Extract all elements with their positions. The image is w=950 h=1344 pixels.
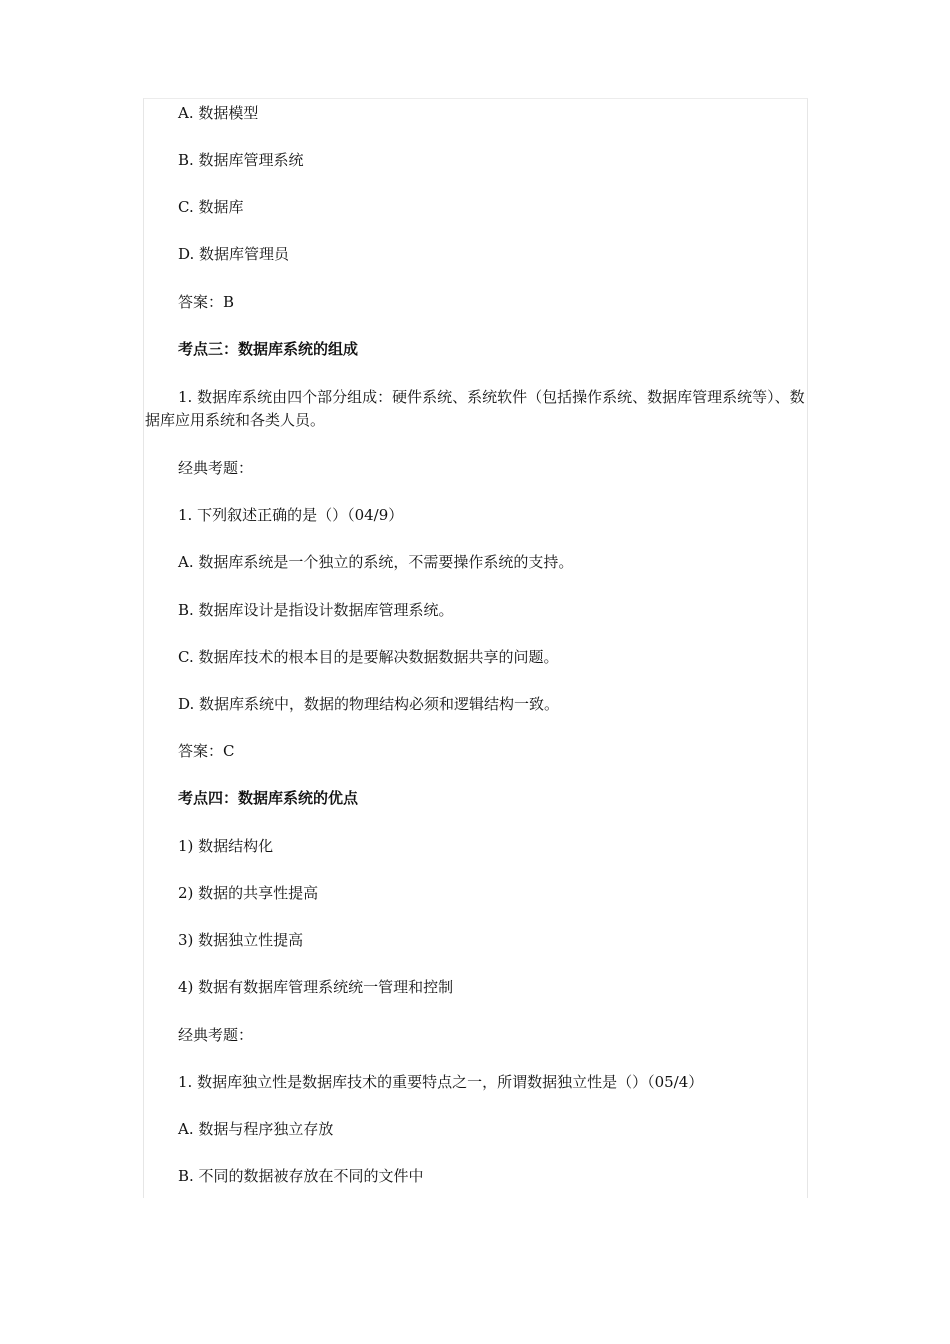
question-1-stem: 1. 下列叙述正确的是（）（04/9） xyxy=(178,506,404,524)
question-2-stem: 1. 数据库独立性是数据库技术的重要特点之一，所谓数据独立性是（）（05/4） xyxy=(178,1073,704,1091)
answer-c: 答案：C xyxy=(178,742,235,760)
question-1-option-c: C. 数据库技术的根本目的是要解决数据数据共享的问题。 xyxy=(178,648,559,666)
classic-questions-label-2: 经典考题： xyxy=(178,1026,254,1044)
option-c-database: C. 数据库 xyxy=(178,198,244,216)
option-b-dbms: B. 数据库管理系统 xyxy=(178,151,304,169)
classic-questions-label-1: 经典考题： xyxy=(178,459,254,477)
advantage-4: 4) 数据有数据库管理系统统一管理和控制 xyxy=(178,978,454,996)
db-system-composition-paragraph: 1. 数据库系统由四个部分组成：硬件系统、系统软件（包括操作系统、数据库管理系统等）、数据库应用系统和各类人员。 xyxy=(145,388,805,429)
section-heading-3: 考点三：数据库系统的组成 xyxy=(178,340,359,358)
advantage-1: 1) 数据结构化 xyxy=(178,837,274,855)
advantage-2: 2) 数据的共享性提高 xyxy=(178,884,319,902)
question-2-option-a: A. 数据与程序独立存放 xyxy=(178,1120,334,1138)
option-a-data-model: A. 数据模型 xyxy=(178,104,259,122)
section-heading-4: 考点四：数据库系统的优点 xyxy=(178,789,359,807)
question-1-option-b: B. 数据库设计是指设计数据库管理系统。 xyxy=(178,601,454,619)
answer-b: 答案：B xyxy=(178,293,235,311)
question-2-option-b: B. 不同的数据被存放在不同的文件中 xyxy=(178,1167,424,1185)
advantage-3: 3) 数据独立性提高 xyxy=(178,931,304,949)
question-1-option-a: A. 数据库系统是一个独立的系统，不需要操作系统的支持。 xyxy=(178,553,574,571)
option-d-dba: D. 数据库管理员 xyxy=(178,245,290,263)
question-1-option-d: D. 数据库系统中，数据的物理结构必须和逻辑结构一致。 xyxy=(178,695,560,713)
